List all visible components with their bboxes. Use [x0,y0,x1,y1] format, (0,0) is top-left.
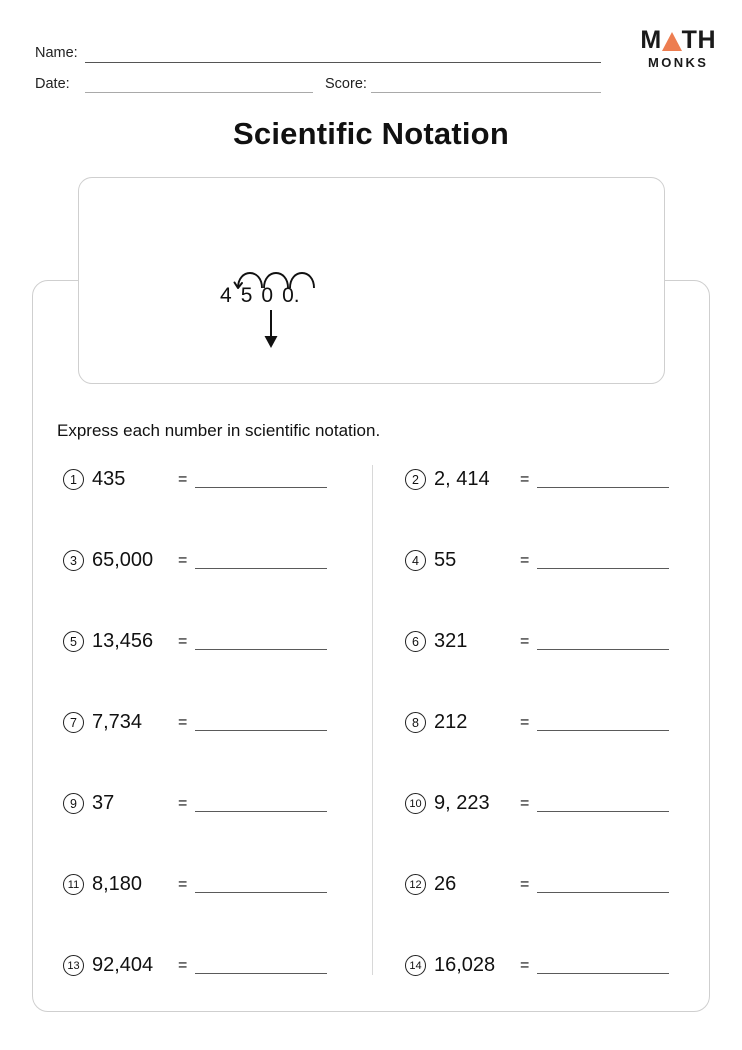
problem-row [405,630,669,653]
problem-row [405,792,669,815]
equals-sign: = [178,875,188,893]
example-digits [220,284,300,308]
answer-blank[interactable] [537,487,669,489]
equals-sign: = [520,875,530,893]
name-input-line[interactable] [85,62,601,63]
answer-blank[interactable] [537,730,669,732]
equals-sign: = [178,551,188,569]
problem-number-badge: 12 [405,874,426,895]
equals-sign: = [520,713,530,731]
problem-value: 2, 414 [434,468,490,490]
problem-number-badge: 7 [63,712,84,733]
problem-number-badge: 4 [405,550,426,571]
problem-number-badge: 13 [63,955,84,976]
score-label: Score: [325,76,367,92]
equals-sign: = [178,794,188,812]
column-divider [372,465,373,975]
problem-value: 65,000 [92,549,154,571]
problem-number-badge: 8 [405,712,426,733]
problem-row [63,468,327,491]
problem-row [405,954,669,977]
equals-sign: = [520,470,530,488]
problem-row [63,711,327,734]
example-card [78,177,665,384]
problem-row [405,873,669,896]
answer-blank[interactable] [195,649,327,651]
problem-value: 92,404 [92,954,154,976]
problem-number-badge: 9 [63,793,84,814]
example-digit-2: 0 [261,284,274,307]
problem-value: 26 [434,873,457,895]
equals-sign: = [520,956,530,974]
answer-blank[interactable] [537,973,669,975]
problem-value: 435 [92,468,126,490]
example-digit-1: 5 [240,284,253,307]
equals-sign: = [178,632,188,650]
equals-sign: = [178,470,188,488]
problem-row [405,549,669,572]
problem-value: 321 [434,630,468,652]
problem-row [63,873,327,896]
problem-row [405,711,669,734]
problem-row [405,468,669,491]
answer-blank[interactable] [195,568,327,570]
logo-subtitle: MONKS [647,55,709,70]
problem-row [63,792,327,815]
equals-sign: = [178,956,188,974]
logo-wordmark [640,28,716,53]
math-monks-logo [640,28,716,69]
date-label: Date: [35,76,70,92]
problem-number-badge: 3 [63,550,84,571]
example-digit-3: 0. [282,284,300,307]
problem-value: 9, 223 [434,792,490,814]
answer-blank[interactable] [195,811,327,813]
logo-triangle-icon [662,32,682,51]
answer-blank[interactable] [537,811,669,813]
logo-letter-m: M [640,26,662,54]
answer-blank[interactable] [195,973,327,975]
name-label: Name: [35,45,78,61]
problem-value: 13,456 [92,630,154,652]
problem-number-badge: 1 [63,469,84,490]
problem-number-badge: 2 [405,469,426,490]
answer-blank[interactable] [537,892,669,894]
problem-row [63,954,327,977]
problem-value: 37 [92,792,115,814]
equals-sign: = [520,551,530,569]
instruction-text: Express each number in scientific notation. [57,421,381,440]
answer-blank[interactable] [537,568,669,570]
answer-blank[interactable] [195,892,327,894]
problem-number-badge: 14 [405,955,426,976]
problem-value: 8,180 [92,873,143,895]
problem-row [63,549,327,572]
problem-value: 7,734 [92,711,143,733]
date-input-line[interactable] [85,92,313,93]
answer-blank[interactable] [195,487,327,489]
problem-value: 55 [434,549,457,571]
equals-sign: = [178,713,188,731]
problem-number-badge: 10 [405,793,426,814]
score-input-line[interactable] [371,92,601,93]
problem-number-badge: 5 [63,631,84,652]
problem-value: 16,028 [434,954,496,976]
equals-sign: = [520,794,530,812]
answer-blank[interactable] [195,730,327,732]
problem-number-badge: 6 [405,631,426,652]
example-digit-0: 4 [220,284,232,307]
equals-sign: = [520,632,530,650]
problem-number-badge: 11 [63,874,84,895]
down-arrow-icon [255,308,287,350]
problem-value: 212 [434,711,468,733]
answer-blank[interactable] [537,649,669,651]
page-title: Scientific Notation [233,116,509,151]
example-decimal-shift-diagram [218,262,338,308]
logo-letters-th: TH [681,26,716,54]
problem-row [63,630,327,653]
